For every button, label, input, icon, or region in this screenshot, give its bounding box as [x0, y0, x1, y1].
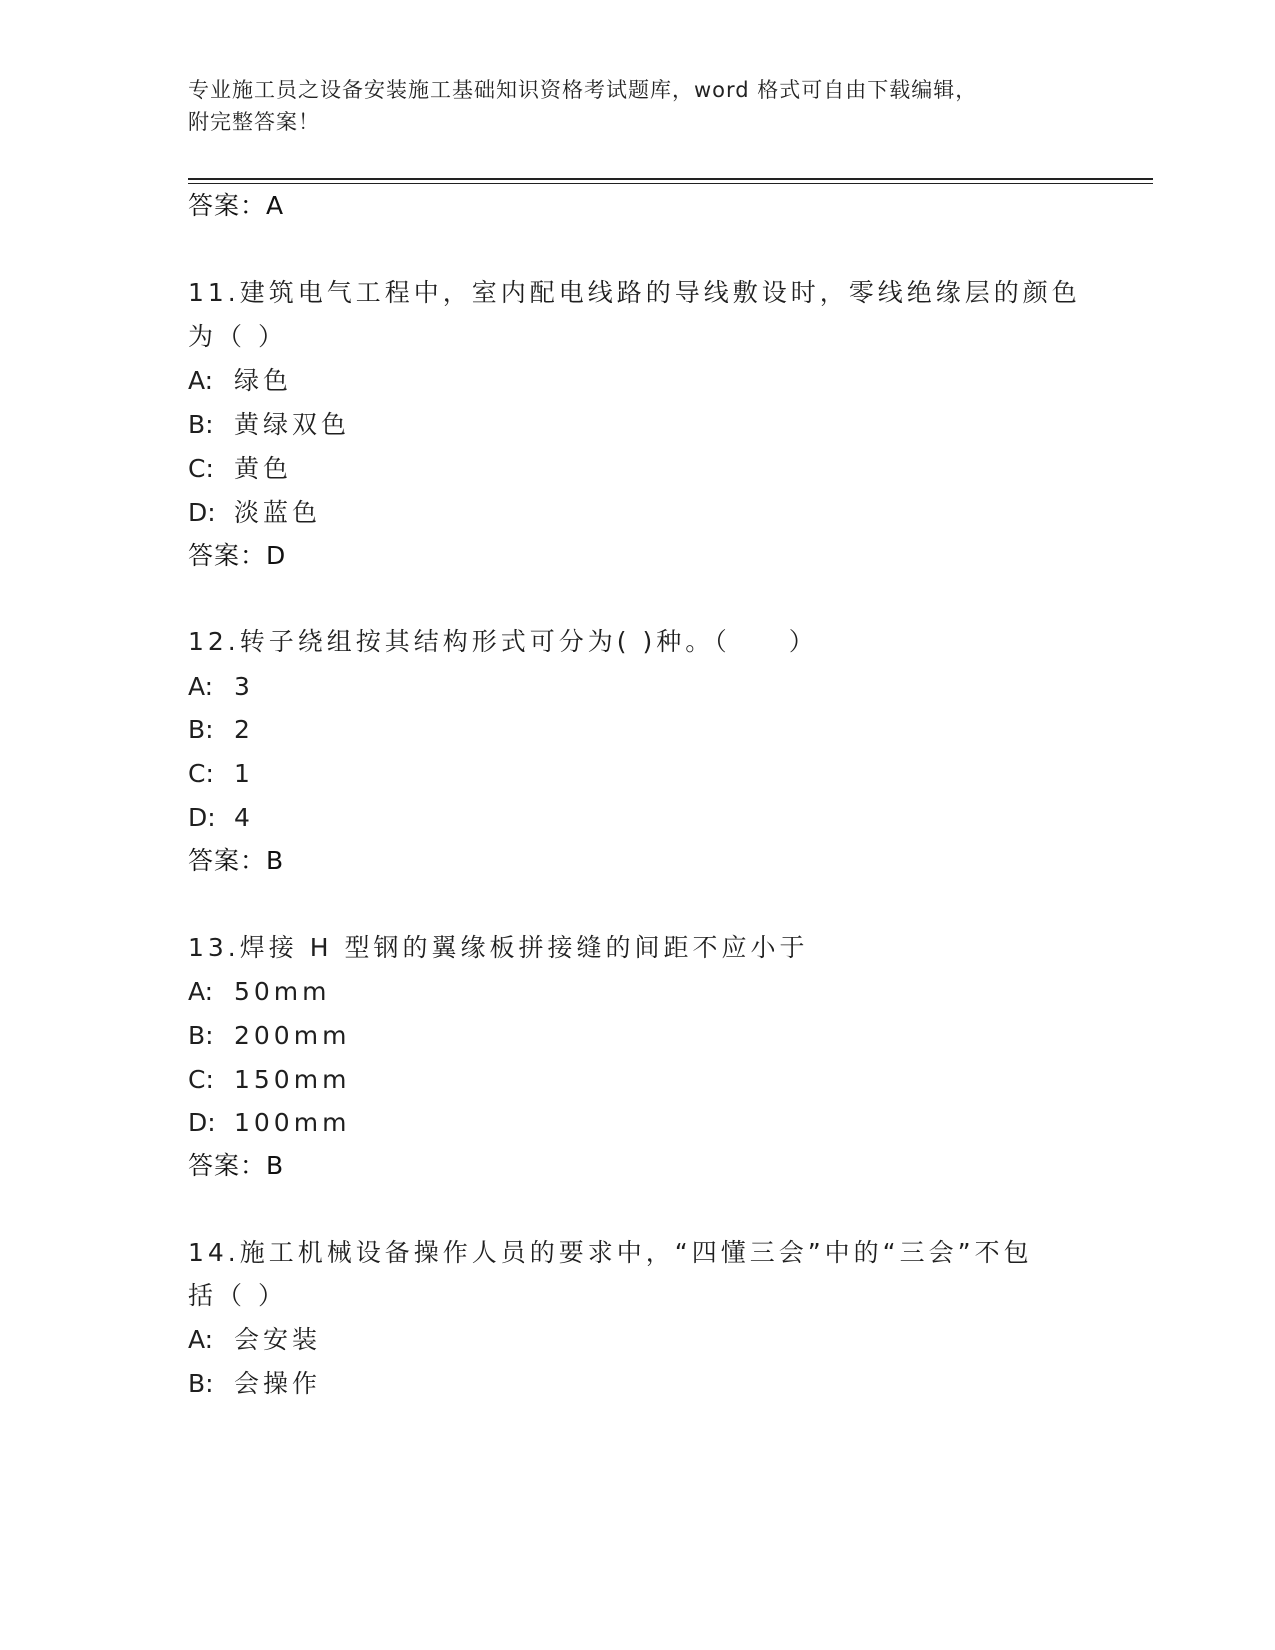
question-12-option-c	[188, 757, 254, 791]
question-13-option-b	[188, 1019, 350, 1053]
option-text: 4	[234, 803, 254, 832]
option-text: 会安装	[234, 1325, 322, 1354]
option-text: 50mm	[234, 977, 331, 1006]
question-12-stem: 12.转子绕组按其结构形式可分为( )种。（ ）	[188, 627, 818, 656]
question-12-option-b	[188, 713, 254, 747]
answer-prev: 答案：A	[188, 191, 285, 220]
option-text: 淡蓝色	[234, 498, 322, 527]
option-text: 绿色	[234, 366, 293, 395]
option-text: 100mm	[234, 1108, 351, 1137]
question-11-answer: 答案：D	[188, 541, 287, 570]
option-letter: A:	[188, 1325, 214, 1354]
option-text: 1	[234, 759, 254, 788]
header-divider	[188, 178, 1153, 180]
option-letter: A:	[188, 366, 214, 395]
question-11-option-c	[188, 452, 292, 486]
question-13-option-d	[188, 1106, 350, 1140]
option-text: 200mm	[234, 1021, 351, 1050]
option-letter: B:	[188, 1021, 214, 1050]
option-letter: B:	[188, 1369, 214, 1398]
option-text: 黄色	[234, 454, 293, 483]
option-letter: C:	[188, 759, 214, 788]
question-14-option-b	[188, 1367, 321, 1401]
option-text: 3	[234, 672, 254, 701]
header-line-1: 专业施工员之设备安装施工基础知识资格考试题库，word 格式可自由下载编辑，	[188, 78, 978, 102]
question-13-answer: 答案：B	[188, 1151, 285, 1180]
question-12-option-a	[188, 670, 254, 704]
option-letter: A:	[188, 672, 214, 701]
option-text: 黄绿双色	[234, 410, 351, 439]
question-13-stem: 13.焊接 H 型钢的翼缘板拼接缝的间距不应小于	[188, 933, 809, 962]
question-11-stem-cont: 为（ ）	[188, 322, 287, 351]
question-13-option-c	[188, 1063, 350, 1097]
option-text: 2	[234, 715, 254, 744]
question-14-stem-cont: 括（ ）	[188, 1281, 287, 1310]
question-14-stem: 14.施工机械设备操作人员的要求中，“四懂三会”中的“三会”不包	[188, 1238, 1033, 1267]
question-11-option-d	[188, 496, 321, 530]
option-letter: D:	[188, 1108, 216, 1137]
option-letter: C:	[188, 454, 214, 483]
question-11-stem: 11.建筑电气工程中，室内配电线路的导线敷设时，零线绝缘层的颜色	[188, 278, 1081, 307]
question-11-option-a	[188, 364, 292, 398]
document-header	[188, 74, 1088, 138]
option-letter: C:	[188, 1065, 214, 1094]
question-14-option-a	[188, 1323, 321, 1357]
option-letter: D:	[188, 498, 216, 527]
question-12-answer: 答案：B	[188, 846, 285, 875]
option-letter: D:	[188, 803, 216, 832]
header-line-2: 附完整答案！	[188, 110, 320, 134]
option-letter: B:	[188, 715, 214, 744]
question-12-option-d	[188, 801, 254, 835]
header-divider-thin	[188, 183, 1153, 184]
option-text: 150mm	[234, 1065, 351, 1094]
question-11-option-b	[188, 408, 350, 442]
question-13-option-a	[188, 975, 331, 1009]
option-letter: A:	[188, 977, 214, 1006]
option-text: 会操作	[234, 1369, 322, 1398]
option-letter: B:	[188, 410, 214, 439]
